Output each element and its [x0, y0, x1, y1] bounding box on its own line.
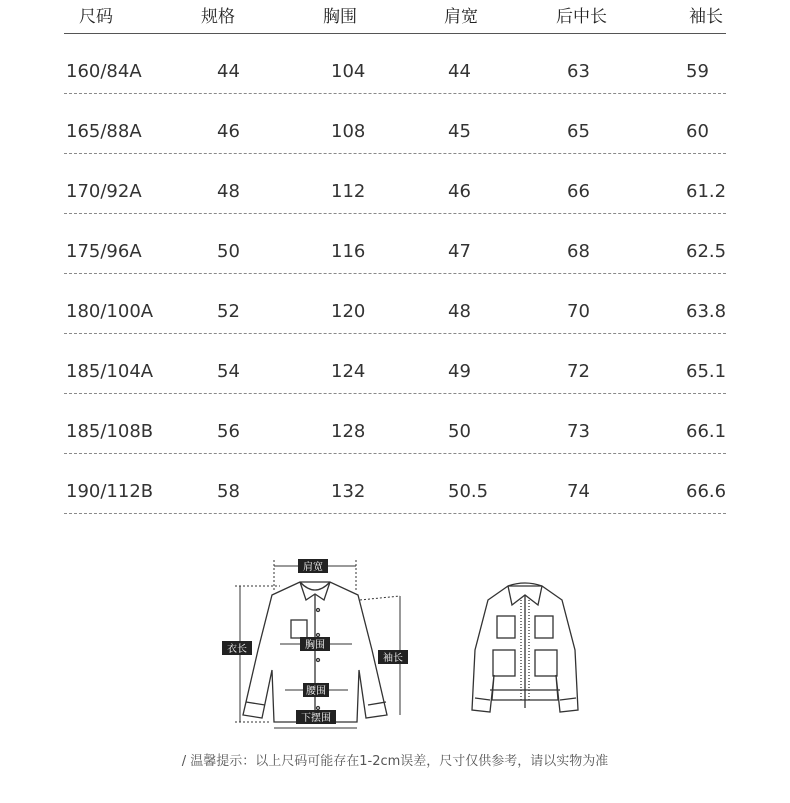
shirt-measurement-icon: [243, 582, 387, 722]
table-cell: 104: [331, 61, 366, 82]
table-cell: 56: [217, 421, 240, 442]
table-cell: 73: [567, 421, 590, 442]
table-cell: 61.2: [686, 181, 727, 202]
table-cell: 50.5: [448, 481, 489, 502]
table-cell: 120: [331, 301, 366, 322]
size-table: [64, 0, 726, 514]
table-cell: 59: [686, 61, 709, 82]
table-cell: 48: [448, 301, 471, 322]
table-cell: 44: [217, 61, 240, 82]
table-cell: 60: [686, 121, 709, 142]
table-cell: 44: [448, 61, 471, 82]
table-cell: 54: [217, 361, 240, 382]
header-sleeve: 袖长: [689, 7, 723, 27]
jacket-icon: [472, 583, 578, 712]
table-cell: 170/92A: [66, 181, 142, 202]
table-row: [64, 154, 726, 214]
table-cell: 190/112B: [66, 481, 154, 502]
header-chest: 胸围: [323, 7, 357, 27]
table-cell: 65.1: [686, 361, 727, 382]
label-length: 衣长: [227, 644, 247, 655]
table-cell: 65: [567, 121, 590, 142]
table-cell: 74: [567, 481, 590, 502]
table-cell: 66: [567, 181, 590, 202]
table-row: [64, 394, 726, 454]
table-cell: 63: [567, 61, 590, 82]
table-cell: 185/104A: [66, 361, 154, 382]
table-row: [64, 454, 726, 514]
table-header: [64, 0, 726, 34]
table-cell: 46: [448, 181, 471, 202]
table-cell: 175/96A: [66, 241, 142, 262]
table-cell: 132: [331, 481, 366, 502]
table-cell: 45: [448, 121, 471, 142]
table-cell: 116: [331, 241, 366, 262]
table-cell: 160/84A: [66, 61, 142, 82]
table-cell: 68: [567, 241, 590, 262]
label-chest: 胸围: [305, 640, 325, 651]
table-cell: 47: [448, 241, 471, 262]
table-cell: 66.1: [686, 421, 727, 442]
table-cell: 62.5: [686, 241, 727, 262]
table-cell: 50: [448, 421, 471, 442]
table-row: [64, 334, 726, 394]
table-cell: 58: [217, 481, 240, 502]
table-cell: 124: [331, 361, 366, 382]
table-cell: 63.8: [686, 301, 727, 322]
header-shoulder: 肩宽: [444, 7, 478, 27]
table-row: [64, 214, 726, 274]
table-cell: 70: [567, 301, 590, 322]
table-cell: 72: [567, 361, 590, 382]
table-cell: 128: [331, 421, 366, 442]
table-cell: 52: [217, 301, 240, 322]
table-cell: 165/88A: [66, 121, 142, 142]
table-row: [64, 94, 726, 154]
table-cell: 49: [448, 361, 471, 382]
table-cell: 180/100A: [66, 301, 154, 322]
header-size: 尺码: [79, 7, 113, 27]
table-row: [64, 274, 726, 334]
measurement-diagrams: [0, 550, 790, 735]
table-cell: 50: [217, 241, 240, 262]
table-cell: 108: [331, 121, 366, 142]
table-cell: 66.6: [686, 481, 727, 502]
header-spec: 规格: [201, 7, 235, 27]
label-waist: 腰围: [306, 686, 326, 697]
table-cell: 185/108B: [66, 421, 154, 442]
table-cell: 46: [217, 121, 240, 142]
table-cell: 112: [331, 181, 366, 202]
table-cell: 48: [217, 181, 240, 202]
table-row: [64, 34, 726, 94]
label-shoulder: 肩宽: [303, 562, 323, 573]
label-sleeve: 袖长: [383, 653, 403, 664]
label-hem: 下摆围: [301, 713, 331, 724]
size-note: / 温馨提示：以上尺码可能存在1-2cm误差，尺寸仅供参考，请以实物为准: [181, 754, 609, 769]
header-back-length: 后中长: [556, 7, 607, 27]
